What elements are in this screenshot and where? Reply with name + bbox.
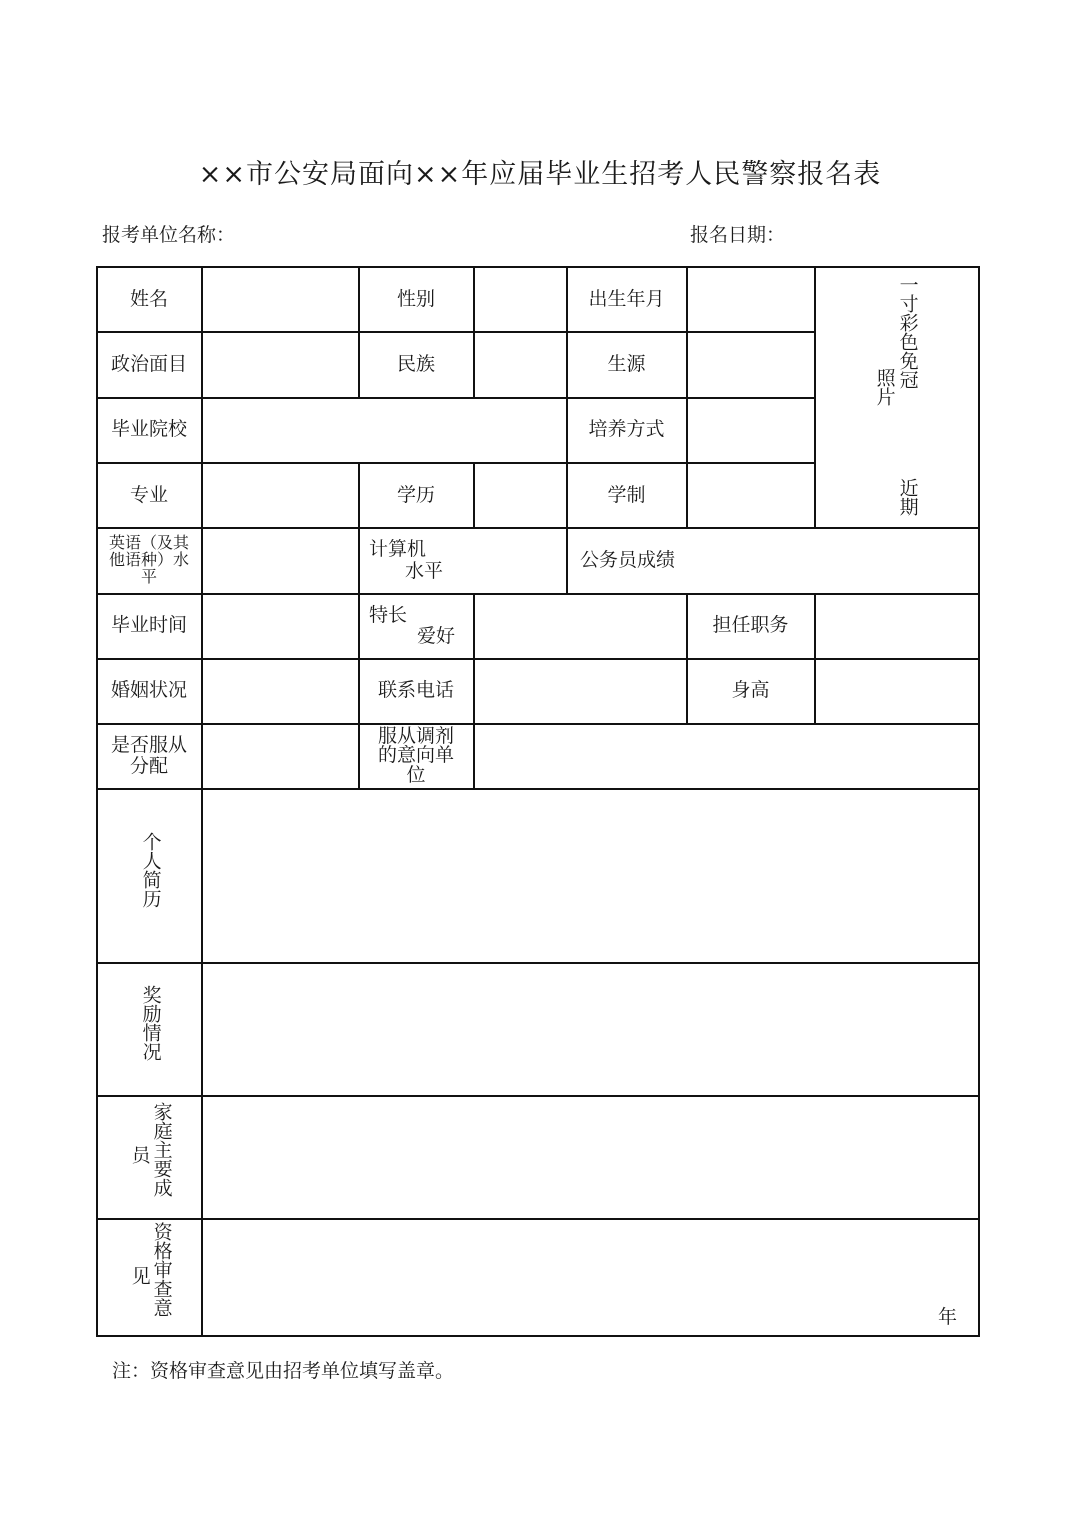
- phone-label: 联系电话: [377, 679, 454, 702]
- position-held-label: 担任职务: [712, 614, 789, 637]
- phone-field[interactable]: [475, 660, 686, 722]
- family-members-field[interactable]: [203, 1097, 978, 1217]
- specialty-label-line1: 特长: [369, 603, 408, 626]
- marital-status-label: 婚姻状况: [110, 679, 187, 702]
- review-opinion-label-main: 资格审查意: [150, 1222, 173, 1317]
- resume-field[interactable]: [203, 790, 978, 961]
- language-level-field[interactable]: [203, 529, 358, 592]
- accept-assignment-field[interactable]: [203, 725, 358, 787]
- unit-name-label: 报考单位名称：: [102, 224, 236, 246]
- computer-level-field[interactable]: [475, 529, 566, 592]
- origin-field[interactable]: [688, 333, 814, 396]
- accept-assignment-label-line2: 分配: [129, 755, 168, 777]
- accept-assignment-label: [97, 724, 201, 788]
- family-members-label-main: 家庭主要成: [150, 1102, 173, 1197]
- training-mode-field[interactable]: [688, 399, 814, 461]
- resume-label: 个人简历: [139, 832, 162, 908]
- photo-label-sub: 照片: [873, 368, 896, 406]
- civil-service-score-label: 公务员成绩: [579, 548, 675, 571]
- gender-field[interactable]: [475, 268, 566, 331]
- photo-label-main: 一寸彩色免冠: [896, 275, 919, 389]
- major-label: 专业: [129, 483, 168, 506]
- school-field[interactable]: [203, 399, 566, 461]
- preferred-unit-label-line3: 位: [406, 763, 426, 786]
- training-mode-label: 培养方式: [588, 418, 665, 441]
- preferred-unit-label-line2: 的意向单: [377, 744, 454, 767]
- computer-level-label-line2: 水平: [405, 559, 444, 582]
- preferred-unit-field[interactable]: [475, 725, 978, 787]
- marital-status-field[interactable]: [203, 660, 358, 722]
- education-field[interactable]: [475, 464, 566, 527]
- family-members-label-sub: 员: [128, 1145, 151, 1164]
- position-held-field[interactable]: [816, 595, 978, 657]
- specialty-field[interactable]: [475, 595, 686, 657]
- language-level-label-line2: 他语种）水: [108, 550, 189, 570]
- review-opinion-label-sub: 见: [128, 1266, 151, 1285]
- height-field[interactable]: [816, 660, 978, 722]
- preferred-unit-label-line1: 服从调剂: [377, 724, 454, 747]
- computer-level-label-line1: 计算机: [369, 538, 427, 561]
- computer-level-label: [359, 528, 473, 593]
- political-status-label: 政治面目: [110, 352, 187, 375]
- preferred-unit-label: [359, 722, 473, 790]
- name-label: 姓名: [129, 287, 168, 310]
- study-duration-field[interactable]: [688, 464, 814, 527]
- graduation-time-field[interactable]: [203, 595, 358, 657]
- ethnicity-label: 民族: [396, 352, 435, 375]
- school-label: 毕业院校: [110, 418, 187, 441]
- ethnicity-field[interactable]: [475, 333, 566, 396]
- major-field[interactable]: [203, 464, 358, 527]
- origin-label: 生源: [607, 352, 646, 375]
- graduation-time-label: 毕业时间: [110, 614, 187, 637]
- education-label: 学历: [396, 483, 435, 506]
- gender-label: 性别: [396, 287, 435, 310]
- study-duration-label: 学制: [607, 483, 646, 506]
- specialty-label-line2: 爱好: [417, 625, 456, 647]
- footnote: 注：资格审查意见由招考单位填写盖章。: [112, 1360, 455, 1382]
- accept-assignment-label-line1: 是否服从: [110, 733, 187, 756]
- civil-service-score-field[interactable]: [688, 529, 978, 592]
- name-field[interactable]: [203, 268, 358, 331]
- page-title: ××市公安局面向××年应届毕业生招考人民警察报名表: [198, 159, 882, 190]
- photo-label-recent: 近期: [896, 478, 919, 516]
- birth-date-label: 出生年月: [588, 287, 665, 310]
- awards-field[interactable]: [203, 964, 978, 1094]
- language-level-label-line3: 平: [140, 566, 157, 586]
- specialty-label: [359, 594, 473, 658]
- political-status-field[interactable]: [203, 333, 358, 396]
- awards-label: 奖励情况: [139, 985, 162, 1061]
- review-opinion-field[interactable]: [203, 1220, 978, 1334]
- birth-date-field[interactable]: [688, 268, 814, 331]
- language-level-label: [97, 528, 201, 593]
- language-level-label-line1: 英语（及其: [108, 533, 189, 553]
- year-label: 年: [938, 1306, 958, 1328]
- height-label: 身高: [731, 679, 770, 702]
- registration-date-label: 报名日期：: [690, 224, 786, 246]
